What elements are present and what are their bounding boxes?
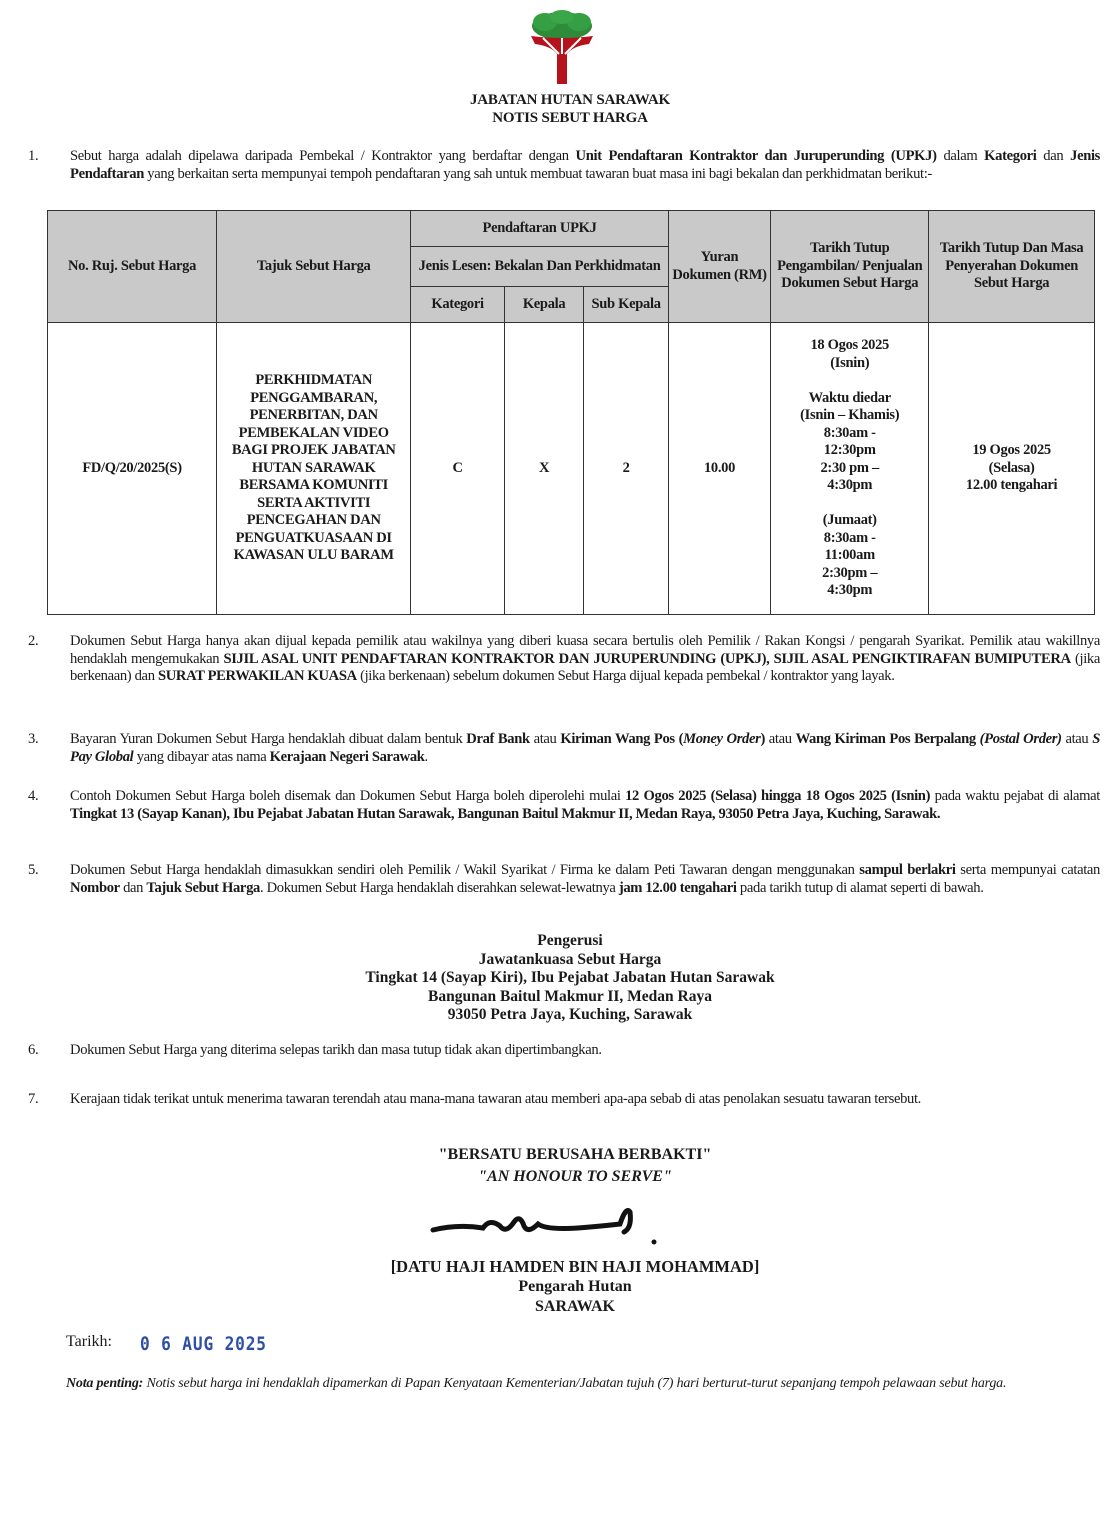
text-line: Waktu diedar (808, 389, 891, 406)
text-run: Dokumen Sebut Harga yang diterima selepas tarikh dan masa tutup tidak akan dipertimbangkan. (70, 1042, 602, 1058)
header-ref: No. Ruj. Sebut Harga (48, 211, 217, 323)
document-title: NOTIS SEBUT HARGA (492, 110, 648, 126)
text-line: 11:00am (824, 547, 875, 564)
text-run: Kerajaan Negeri Sarawak (269, 748, 425, 765)
paragraph-body (70, 862, 1100, 897)
signatory-name: [DATU HAJI HAMDEN BIN HAJI MOHAMMAD] (390, 1257, 760, 1276)
text-run: atau (1061, 731, 1093, 747)
text-run: pada tarikh tutup di alamat seperti di bawah. (736, 879, 984, 896)
text-line: 8:30am - (823, 529, 876, 546)
text-run: Kategori (984, 148, 1037, 164)
header-category: Kategori (411, 287, 504, 323)
cell-title: PERKHIDMATAN PENGGAMBARAN, PENERBITAN, DAN PEMBEKALAN VIDEO BAGI PROJEK JABATAN HUTAN SARAWAK BERSAMA KOMUNITI SERTA AKTIVITI PENCEGAHAN DAN PENGUATKUASAAN DI KAWASAN ULU BARAM (217, 323, 411, 615)
paragraph-1 (28, 148, 1100, 183)
text-line: (Selasa) (988, 459, 1035, 476)
paragraph-body (70, 788, 1100, 823)
paragraph-body (70, 148, 1100, 183)
cell-sale-close (771, 323, 929, 615)
organization-name: JABATAN HUTAN SARAWAK (470, 92, 670, 108)
text-run: SURAT PERWAKILAN KUASA (157, 668, 357, 684)
text-run: ) (760, 731, 765, 747)
note-text: Notis sebut harga ini hendaklah dipamerkan di Papan Kenyataan Kementerian/Jabatan tujuh (7) hari berturut-turut sepanjang tempoh pelawaan sebut harga. (143, 1376, 1007, 1391)
text-run: Draf Bank (466, 731, 530, 747)
text-line: Jawatankuasa Sebut Harga (478, 950, 662, 968)
text-run: (jika berkenaan) sebelum dokumen Sebut Harga dijual kepada pembekal / kontraktor yang layak. (356, 668, 895, 684)
text-run: atau (764, 731, 796, 747)
text-run: jam 12.00 tengahari (618, 879, 737, 896)
text-line: 2:30 pm – (820, 459, 879, 476)
text-run: . (424, 748, 428, 765)
text-line: 19 Ogos 2025 (972, 442, 1051, 459)
cell-fee: 10.00 (668, 323, 770, 615)
text-line: 12:30pm (823, 442, 876, 459)
motto-english: "AN HONOUR TO SERVE" (478, 1168, 672, 1185)
cell-submit-close (929, 323, 1095, 615)
note-label: Nota penting: (66, 1376, 144, 1391)
text-run: pada waktu pejabat di alamat (930, 788, 1100, 804)
text-run: Money Order (683, 731, 761, 747)
paragraph-number: 5. (28, 862, 39, 878)
header-head: Kepala (504, 287, 584, 323)
text-line: 18 Ogos 2025 (810, 337, 890, 354)
date-stamp: 0 6 AUG 2025 (140, 1333, 267, 1355)
text-line: 93050 Petra Jaya, Kuching, Sarawak (447, 1006, 693, 1023)
header-license: Jenis Lesen: Bekalan Dan Perkhidmatan (411, 247, 669, 287)
paragraph-2 (28, 633, 1100, 686)
important-note (66, 1376, 1076, 1393)
text-line: 8:30am - (823, 424, 876, 441)
text-run: sampul berlakri (859, 862, 956, 878)
text-run: Kerajaan tidak terikat untuk menerima tawaran terendah atau mana-mana tawaran atau memberi apa-apa sebab di atas penolakan sesuatu tawaran tersebut. (70, 1091, 921, 1107)
text-run: yang berkaitan serta mempunyai tempoh pendaftaran yang sah untuk membuat tawaran buat masa ini bagi bekalan dan perkhidmatan berikut:- (143, 165, 932, 182)
cell-ref: FD/Q/20/2025(S) (48, 323, 217, 615)
signatory-state: SARAWAK (534, 1298, 615, 1315)
text-run: (Postal Order) (979, 731, 1062, 747)
text-run: Bayaran Yuran Dokumen Sebut Harga hendaklah dibuat dalam bentuk (70, 731, 467, 747)
cell-category: C (411, 323, 504, 615)
cell-subhead: 2 (584, 323, 668, 615)
paragraph-3 (28, 731, 1100, 766)
text-run: (jika berkenaan) dan (70, 650, 1100, 684)
text-line: 12.00 tengahari (965, 477, 1058, 494)
text-line: 2:30pm – (822, 564, 878, 581)
signature-image (428, 1200, 658, 1250)
text-run: yang dibayar atas nama (133, 748, 270, 765)
paragraph-4 (28, 788, 1100, 823)
paragraph-number: 4. (28, 788, 39, 804)
text-run: atau (529, 731, 561, 747)
text-line: 4:30pm (827, 582, 873, 599)
text-run: Tajuk Sebut Harga (146, 879, 260, 896)
table-row (48, 323, 1095, 615)
header-fee: Yuran Dokumen (RM) (668, 211, 770, 323)
text-line: (Isnin) (830, 354, 870, 371)
text-run: 12 Ogos 2025 (Selasa) hingga 18 Ogos 2025 (Isnin) (625, 788, 931, 804)
text-line (774, 495, 925, 513)
paragraph-number: 3. (28, 731, 39, 747)
text-run: serta mempunyai catatan (955, 862, 1100, 878)
motto-malay: "BERSATU BERUSAHA BERBAKTI" (438, 1146, 712, 1163)
text-line: 4:30pm (827, 477, 873, 494)
paragraph-body (70, 1091, 1100, 1109)
text-run: dalam (936, 148, 985, 164)
quotation-table (47, 210, 1095, 615)
text-line (774, 372, 925, 390)
text-run: Tingkat 13 (Sayap Kanan), Ibu Pejabat Jabatan Hutan Sarawak, Bangunan Baitul Makmur II, Medan Raya, 93050 Petra Jaya, Kuching, Sarawak. (70, 805, 941, 822)
text-run: . Dokumen Sebut Harga hendaklah diserahkan selewat-lewatnya (259, 879, 619, 896)
text-run: Dokumen Sebut Harga hanya akan dijual kepada pemilik atau wakilnya yang diberi kuasa secara bertulis oleh Pemilik / Rakan Kongsi / pengarah Syarikat. Pemilik atau wakillnya hendaklah mengemukakan (70, 633, 1100, 667)
text-run: Dokumen Sebut Harga hendaklah dimasukkan sendiri oleh Pemilik / Wakil Syarikat / Firma ke dalam Peti Tawaran dengan menggunakan (70, 862, 860, 878)
header-submit-close: Tarikh Tutup Dan Masa Penyerahan Dokumen Sebut Harga (929, 211, 1095, 323)
text-run: Unit Pendaftaran Kontraktor dan Juruperunding (UPKJ) (575, 148, 937, 164)
text-run: Wang Kiriman Pos Berpalang (795, 731, 980, 747)
paragraph-number: 6. (28, 1042, 39, 1058)
signatory-position: Pengarah Hutan (518, 1278, 632, 1295)
header-title: Tajuk Sebut Harga (217, 211, 411, 323)
text-run: Kiriman Wang Pos ( (560, 731, 684, 747)
text-run: Contoh Dokumen Sebut Harga boleh disemak dan Dokumen Sebut Harga boleh diperolehi mulai (70, 788, 626, 804)
paragraph-body (70, 633, 1100, 686)
cell-head: X (504, 323, 584, 615)
paragraph-number: 2. (28, 633, 39, 649)
paragraph-body (70, 731, 1100, 766)
text-run: Sebut harga adalah dipelawa daripada Pembekal / Kontraktor yang berdaftar dengan (70, 148, 576, 164)
text-line: (Jumaat) (822, 512, 877, 529)
header-sale-close: Tarikh Tutup Pengambilan/ Penjualan Dokumen Sebut Harga (771, 211, 929, 323)
text-line: (Isnin – Khamis) (800, 407, 900, 424)
header-upkj: Pendaftaran UPKJ (411, 211, 669, 247)
paragraph-5 (28, 862, 1100, 897)
paragraph-number: 1. (28, 148, 39, 164)
text-run: SIJIL ASAL UNIT PENDAFTARAN KONTRAKTOR DAN JURUPERUNDING (UPKJ), SIJIL ASAL PENGIKTIRAFAN BUMIPUTERA (223, 650, 1071, 667)
jabatan-hutan-sarawak-logo (525, 10, 599, 86)
text-run: S Pay Global (70, 731, 1100, 765)
paragraph-body (70, 1042, 1100, 1060)
text-run: Nombor (70, 879, 120, 896)
text-run: Jenis Pendaftaran (70, 148, 1100, 182)
address-block (0, 932, 1106, 1025)
paragraph-number: 7. (28, 1091, 39, 1107)
header-subhead: Sub Kepala (584, 287, 668, 323)
text-run: dan (119, 879, 147, 896)
paragraph-7 (28, 1091, 1100, 1109)
text-run: dan (1036, 148, 1071, 164)
text-line: Pengerusi (537, 932, 603, 949)
text-line: Bangunan Baitul Makmur II, Medan Raya (428, 987, 712, 1005)
text-line: Tingkat 14 (Sayap Kiri), Ibu Pejabat Jabatan Hutan Sarawak (365, 969, 775, 986)
paragraph-6 (28, 1042, 1100, 1060)
date-label: Tarikh: (66, 1333, 112, 1350)
